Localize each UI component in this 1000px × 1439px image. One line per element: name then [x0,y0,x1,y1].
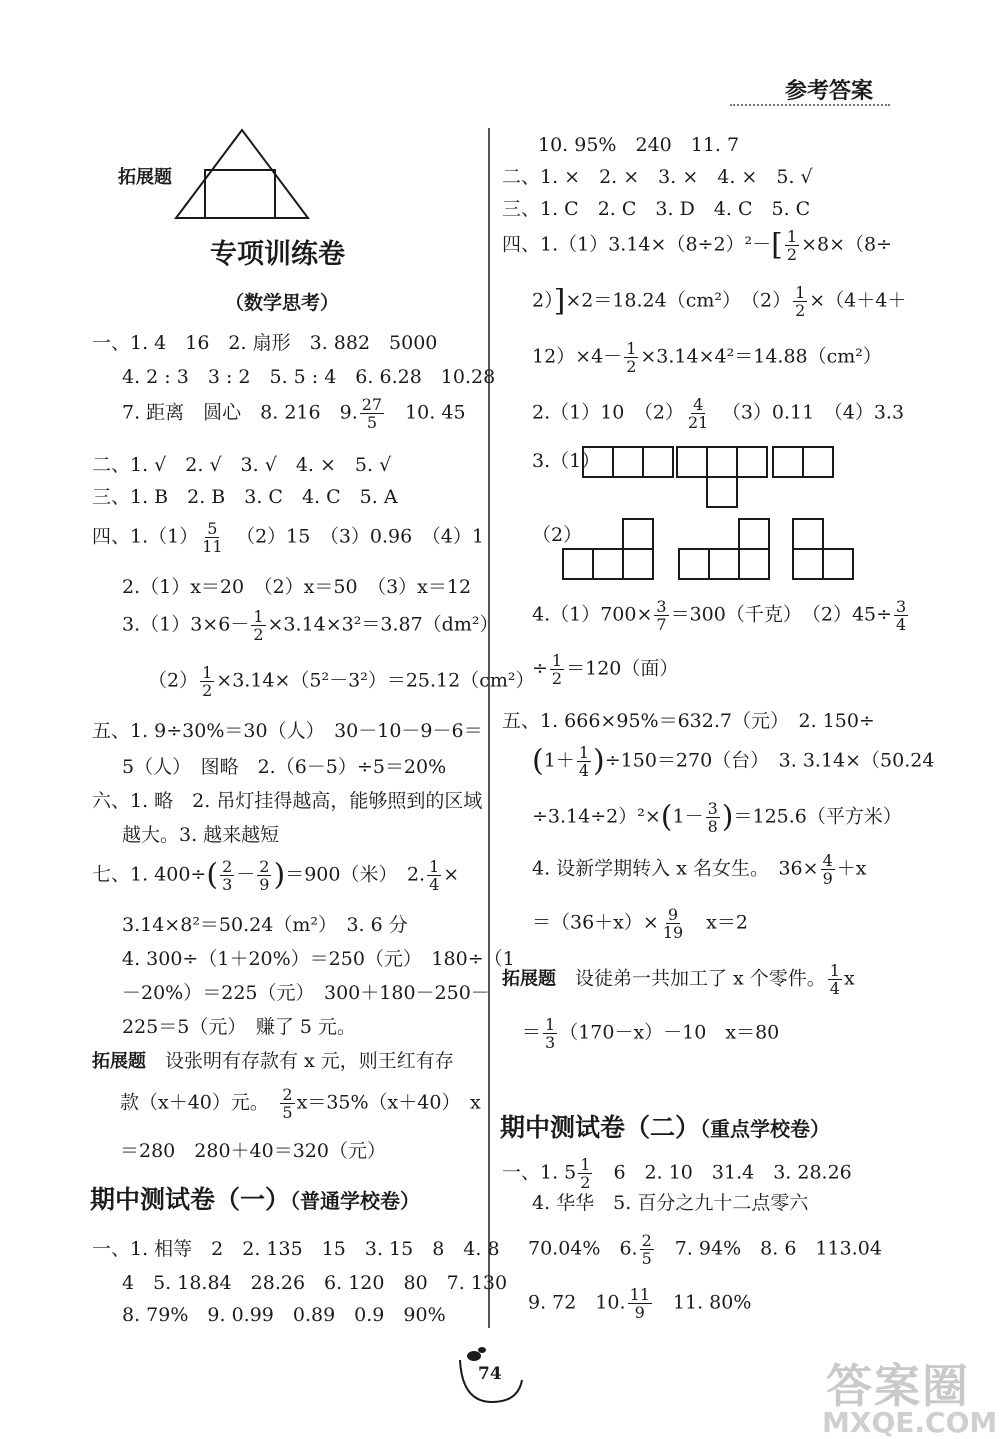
denominator: 4 [896,615,907,634]
r-line-18 [522,1016,779,1051]
fraction [640,1232,654,1267]
text: 10. 45 [386,401,466,424]
fraction [628,1286,652,1321]
text: （170－x）－10 x＝80 [559,1021,780,1044]
exam1-heading [90,1180,420,1216]
r-line-7 [532,396,904,431]
net-cell [772,446,804,478]
numerator: 4 [822,851,833,870]
watermark-text: 答案圈 [826,1359,970,1413]
paren-close: ) [593,743,605,779]
text: 设徒弟一共加工了 x 个零件。 [556,967,826,990]
net-cell [592,548,624,580]
numerator: 3 [896,597,907,616]
bracket-open: [ [771,227,783,263]
text: ÷3.14÷2）²× [532,805,661,828]
text: （3）0.11 （4）3.3 [712,401,905,424]
text: ＝120（面） [566,657,679,680]
r-line-19 [502,1156,852,1191]
fraction [578,1156,592,1191]
watermark-url: MXQE.COM [822,1406,998,1439]
answer-line-3 [122,396,466,431]
answer-line-12: 六、1. 略 2. 吊灯挂得越高，能够照到的区域 [92,790,483,812]
numerator: 3 [656,597,667,616]
fraction [821,852,835,887]
text: 4. 设新学期转入 x 名女生。 36× [532,857,819,880]
numerator: 1 [429,857,440,876]
paren-close: ) [273,857,286,893]
denominator: 3 [545,1033,556,1052]
answer-line-6 [92,520,484,555]
text: 2） [532,289,554,312]
numerator: 2 [259,857,270,876]
answer-line-13: 越大。3. 越来越短 [122,824,280,846]
text: ＋x [836,857,867,880]
exam1-subtitle: （普通学校卷） [290,1189,421,1213]
answer-line-7: 2.（1）x＝20 （2）x＝50 （3）x＝12 [122,576,472,598]
numerator: 5 [207,519,218,538]
denominator: 4 [429,875,440,894]
answer-line-9 [148,664,535,699]
r-line-8: 3.（1） [532,450,601,472]
text: 70.04% 6. [528,1237,638,1260]
answer-line-22: 一、1. 相等 2 2. 135 15 3. 15 8 4. 8 [92,1238,500,1260]
net-cell [792,518,824,550]
denominator: 2 [786,245,798,264]
text: ×3.14×（5²－3²）＝25.12（cm²） [216,669,535,692]
text: ×3.14×3²＝3.87（dm²） [267,613,499,636]
denominator: 4 [829,979,840,998]
text: × [443,863,460,886]
r-line-12: 五、1. 666×95%＝632.7（元） 2. 150÷ [502,710,875,732]
answer-line-8 [122,608,498,643]
answer-line-18: 225＝5（元） 赚了 5 元。 [122,1016,357,1038]
section-subtitle: （数学思考） [225,292,340,314]
exam1-title: 期中测试卷（一） [90,1185,291,1214]
paren-open: ( [660,799,673,835]
fraction [661,906,685,941]
numerator: 1 [545,1015,556,1034]
text: 9. 72 10. [528,1291,626,1314]
fraction [251,608,265,643]
text: ＝ [522,1021,542,1044]
denominator: 2 [551,669,563,688]
denominator: 2 [253,625,264,644]
net-cell [622,548,654,580]
numerator: 1 [202,663,213,682]
answer-line-15: 3.14×8²＝50.24（m²） 3. 6 分 [122,914,408,936]
answer-line-14: 七、1. 400÷( $\frac{2}{3}$ － $\frac{2}{9}$ )＝900（米） 2. $\frac{1}{4}$ × [92,857,460,894]
text: 四、1.（1） [92,525,199,548]
text: （2）15 （3）0.96 （4）1 [226,525,484,548]
denominator: 19 [662,923,684,942]
r-line-21 [528,1232,882,1267]
text: ×2＝18.24（cm²） （2） [565,289,792,312]
page-number: 74 [478,1364,502,1384]
fraction [654,598,668,633]
net-cell [822,548,854,580]
numerator: 1 [795,283,806,302]
fraction [894,598,908,633]
net-cell [708,548,740,580]
answer-line-5: 三、1. B 2. B 3. C 4. C 5. A [92,486,398,508]
denominator: 2 [795,301,806,320]
exam2-title: 期中测试卷（二） [500,1113,701,1142]
r-line-1: 10. 95% 240 11. 7 [538,134,740,156]
denominator: 7 [656,615,667,634]
text: 6 2. 10 31.4 3. 28.26 [594,1161,852,1184]
column-divider [488,128,490,1328]
answer-line-16: 4. 300÷（1＋20%）＝250（元） 180÷（1 [122,948,515,970]
fraction [550,652,564,687]
numerator: 2 [641,1231,652,1250]
denominator: 9 [259,875,270,894]
net-cell [706,476,738,508]
text: ＝125.6（平方米） [733,805,902,828]
denominator: 11 [202,537,223,556]
denominator: 4 [578,761,589,780]
header-title: 参考答案 [785,78,874,104]
net-cell [706,446,738,478]
denominator: 5 [366,413,377,432]
text: ＝（36＋x）× [532,911,659,934]
numerator: 1 [580,1155,591,1174]
net-cell [676,446,708,478]
answer-line-1: 一、1. 4 16 2. 扇形 3. 882 5000 [92,332,438,354]
denominator: 3 [222,875,233,894]
net-cell [792,548,824,580]
numerator: 4 [693,395,704,414]
numerator: 1 [829,961,840,980]
fraction [793,284,807,319]
text: 1－ [672,805,704,828]
fraction [543,1016,557,1051]
net-cell [738,518,770,550]
text: 2.（1）10 （2） [532,401,684,424]
denominator: 2 [626,357,637,376]
net-cell [622,518,654,550]
fraction [220,858,234,893]
fraction [706,800,720,835]
denominator: 9 [634,1303,645,1322]
text: 设张明有存款有 x 元，则王红有存 [146,1050,454,1072]
r-line-5 [532,284,906,319]
text: 12）×4－ [532,345,623,368]
text: 四、1.（1）3.14×（8÷2）²－ [502,233,772,256]
denominator: 5 [282,1103,293,1122]
numerator: 2 [222,857,233,876]
exam2-subtitle: （重点学校卷） [700,1117,831,1141]
fraction [624,340,638,375]
r-line-13 [532,744,934,779]
text: ×3.14×4²＝14.88（cm²） [640,345,882,368]
numerator: 11 [629,1285,650,1304]
fraction [280,1086,294,1121]
exam2-heading [500,1108,830,1144]
text: ×（4＋4＋ [809,289,907,312]
answer-line-2: 4. 2 : 3 3 : 2 5. 5 : 4 6. 6.28 10.28 [122,366,496,388]
paren-close: ) [721,799,734,835]
numerator: 1 [253,607,264,626]
net-cell [678,548,710,580]
numerator: 9 [667,905,679,924]
fraction [785,228,799,263]
r-line-4 [502,228,892,263]
text: x＝2 [687,911,748,934]
answer-line-11: 5（人） 图略 2.（6－5）÷5＝20% [122,756,447,778]
r-line-17 [502,962,855,997]
fraction [360,396,384,431]
text: 款（x＋40）元。 [120,1091,260,1114]
net-cell [612,446,644,478]
numerator: 2 [282,1085,293,1104]
fraction [577,744,591,779]
text: 11. 80% [653,1291,752,1314]
text: ÷150＝270（台） 3. 3.14×（50.24 [604,749,935,772]
r-line-16 [532,906,748,941]
numerator: 3 [707,799,718,818]
numerator: 1 [626,339,637,358]
fraction [686,396,710,431]
text: x [843,967,855,990]
denominator: 5 [641,1249,652,1268]
text: ×8×（8÷ [801,233,892,256]
text: 七、1. 400÷ [92,863,207,886]
r-line-22 [528,1286,751,1321]
text: 7. 距离 圆心 8. 216 9. [122,401,358,424]
r-line-2: 二、1. × 2. × 3. × 4. × 5. √ [502,166,813,188]
fraction [257,858,271,893]
r-line-20: 4. 华华 5. 百分之九十二点零六 [532,1192,809,1214]
answer-line-20 [120,1086,481,1121]
section-title: 专项训练卷 [210,239,345,270]
net-cell [582,446,614,478]
numerator: 1 [578,743,589,762]
r-line-11 [532,652,678,687]
fraction [200,520,224,555]
denominator: 2 [202,681,213,700]
r-line-10 [532,598,910,633]
text: 一、1. 5 [502,1161,577,1184]
answer-line-10: 五、1. 9÷30%＝30（人） 30－10－9－6＝ [92,720,483,742]
tuozhan-label: 拓展题 [502,968,556,990]
text: ＝300（千克） （2）45÷ [670,603,893,626]
numerator: 1 [551,651,563,670]
r-line-15 [532,852,866,887]
r-line-6 [532,340,882,375]
denominator: 8 [707,817,718,836]
net-cell [562,548,594,580]
answer-line-4: 二、1. √ 2. √ 3. √ 4. × 5. √ [92,454,392,476]
triangle-square-figure [172,128,312,224]
r-line-14 [532,800,902,835]
header-dotted-rule [730,104,890,106]
numerator: 27 [361,395,383,414]
text: ＝900（米） 2. [285,863,426,886]
net-cell [802,446,834,478]
answer-line-19 [92,1046,454,1073]
denominator: 9 [822,869,833,888]
tuozhan-label: 拓展题 [92,1051,146,1072]
paren-open: ( [532,743,544,779]
r-line-9: （2） [532,524,583,546]
net-cell [738,548,770,580]
fraction [828,962,842,997]
fraction [427,858,441,893]
text: 3.（1）3×6－ [122,613,250,636]
text: 1＋ [543,749,575,772]
fraction [200,664,214,699]
answer-line-23: 4 5. 18.84 28.26 6. 120 80 7. 130 [122,1272,508,1294]
tuozhan-label: 拓展题 [118,167,172,188]
bracket-close: ] [553,283,566,319]
numerator: 1 [786,227,798,246]
denominator: 2 [580,1173,591,1192]
r-line-3: 三、1. C 2. C 3. D 4. C 5. C [502,198,811,220]
text: ÷ [532,657,548,680]
net-cell [736,446,768,478]
net-cell [642,446,674,478]
answer-line-24: 8. 79% 9. 0.99 0.89 0.9 90% [122,1304,446,1326]
denominator: 21 [687,413,709,432]
answer-line-17: －20%）＝225（元） 300＋180－250－ [122,982,490,1004]
text: x＝35%（x＋40） x [296,1091,481,1114]
text: 4.（1）700× [532,603,653,626]
paren-open: ( [206,857,219,893]
answer-line-21: ＝280 280＋40＝320（元） [120,1140,386,1162]
text: 7. 94% 8. 6 113.04 [655,1237,882,1260]
text: （2） [148,669,199,692]
